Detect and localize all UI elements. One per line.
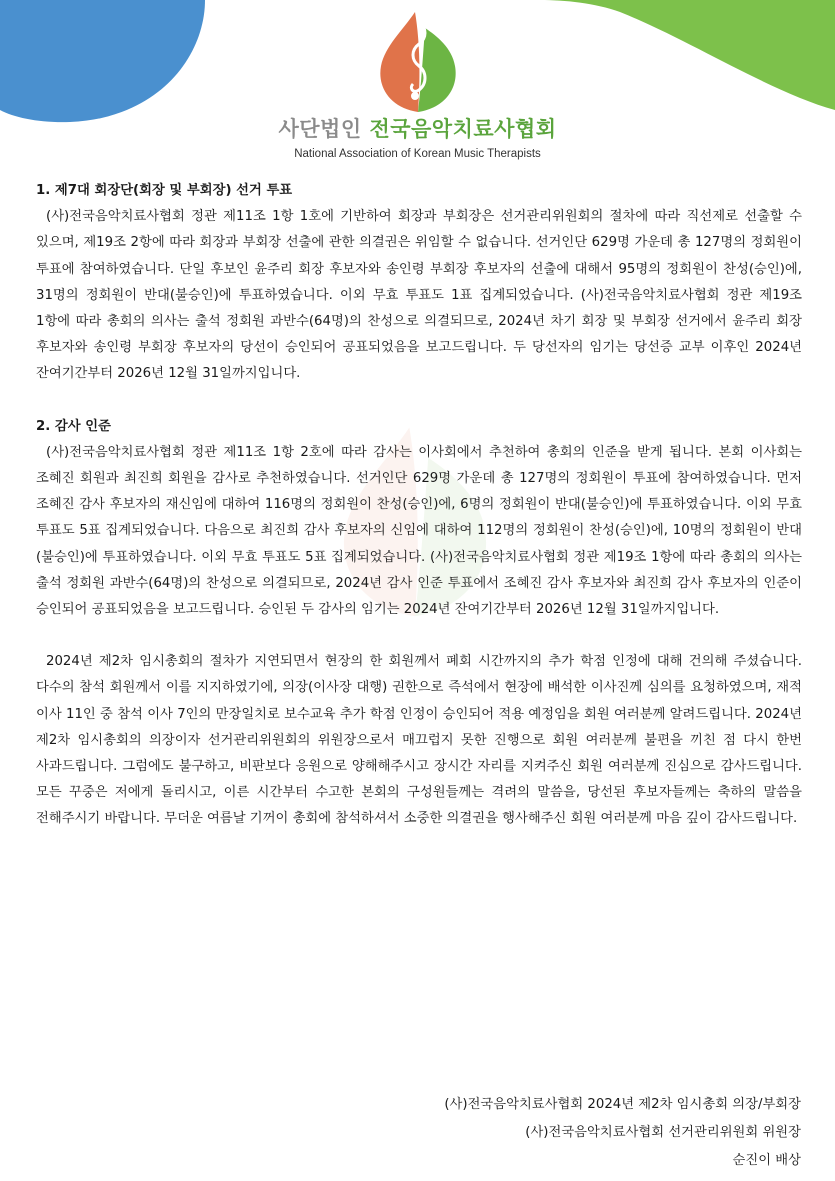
organization-name (0, 113, 835, 143)
closing-paragraph: 2024년 제2차 임시총회의 절차가 지연되면서 현장의 한 회원께서 폐회 시간까지의 추가 학점 인정에 대해 건의해 주셨습니다. 다수의 참석 회원께서 이를 지지하였기에, 의장(이사장 대행) 권한으로 즉석에서 현장에 배석한 이사진께 심의를 요청하였으며, 재적 이사 11인 중 참석 이사 7인의 만장일치로 보수교육 추가 학점 인정이 승인되어 적용 예정임을 회원 여러분께 알려드립니다. 2024년 제2차 임시총회의 의장이자 선거관리위원회의 위원장으로서 매끄럽지 못한 진행으로 회원 여러분께 불편을 끼친 점 다시 한번 사과드립니다. 그럼에도 불구하고, 비판보다 응원으로 양해해주시고 장시간 자리를 지켜주신 회원 여러분께 진심으로 감사드립니다. 모든 꾸중은 저에게 돌리시고, 이른 시간부터 수고한 본회의 구성원들께는 격려의 말씀을, 당선된 후보자들께는 축하의 말씀을 전해주시기 바랍니다. 무더운 여름날 기꺼이 총회에 참석하셔서 소중한 의결권을 행사해주신 회원 여러분께 마음 깊이 감사드립니다. (36, 654, 802, 827)
association-logo-icon (375, 8, 461, 114)
signature-line-2: (사)전국음악치료사협회 선거관리위원회 위원장 (525, 1125, 801, 1140)
green-corner-shape (540, 0, 835, 110)
blue-corner-shape (0, 0, 205, 122)
signature-block (444, 1091, 801, 1175)
section-1-body: (사)전국음악치료사협회 정관 제11조 1항 1호에 기반하여 회장과 부회장은 선거관리위원회의 절차에 따라 직선제로 선출할 수 있으며, 제19조 2항에 따라 회장과 부회장 선출에 관한 의결권은 위임할 수 없습니다. 선거인단 629명 가운데 총 127명의 정회원이 투표에 참여하였습니다. 단일 후보인 윤주리 회장 후보자와 송인령 부회장 후보자의 선출에 대해서 95명의 정회원이 찬성(승인)에, 31명의 정회원이 반대(불승인)에 투표하였습니다. 이외 무효 투표도 1표 집계되었습니다. (사)전국음악치료사협회 정관 제19조 1항에 따라 총회의 의사는 출석 정회원 과반수(64명)의 찬성으로 의결되므로, 2024년 차기 회장 및 부회장 선거에서 윤주리 회장 후보자와 송인령 부회장 후보자의 당선이 승인되어 공표되었음을 보고드립니다. 두 당선자의 임기는 당선증 교부 이후인 2024년 잔여기간부터 2026년 12월 31일까지입니다. (36, 209, 802, 382)
organization-title: 전국음악치료사협회 (369, 117, 557, 141)
signature-line-3: 순진이 배상 (732, 1153, 801, 1168)
section-1-heading: 1. 제7대 회장단(회장 및 부회장) 선거 투표 (36, 183, 293, 198)
section-2-body: (사)전국음악치료사협회 정관 제11조 1항 2호에 따라 감사는 이사회에서 추천하여 총회의 인준을 받게 됩니다. 본회 이사회는 조혜진 회원과 최진희 회원을 감사로 추천하였습니다. 선거인단 629명 가운데 총 127명의 정회원이 투표에 참여하였습니다. 먼저 조혜진 감사 후보자의 재신임에 대하여 116명의 정회원이 찬성(승인)에, 6명의 정회원이 반대(불승인)에 투표하였습니다. 이외 무효 투표도 5표 집계되었습니다. 다음으로 최진희 감사 후보자의 신임에 대하여 112명의 정회원이 찬성(승인)에, 10명의 정회원이 반대(불승인)에 투표하였습니다. 이외 무효 투표도 5표 집계되었습니다. (사)전국음악치료사협회 정관 제19조 1항에 따라 총회의 의사는 출석 정회원 과반수(64명)의 찬성으로 의결되므로, 2024년 감사 인준 투표에서 조혜진 감사 후보자와 최진희 감사 후보자의 인준이 승인되어 공표되었음을 보고드립니다. 승인된 두 감사의 임기는 2024년 잔여기간부터 2026년 12월 31일까지입니다. (36, 444, 802, 618)
signature-line-1: (사)전국음악치료사협회 2024년 제2차 임시총회 의장/부회장 (444, 1097, 801, 1112)
document-body (36, 178, 802, 833)
organization-prefix: 사단법인 (278, 117, 362, 141)
section-2-heading: 2. 감사 인준 (36, 418, 111, 434)
organization-english-name: National Association of Korean Music Therapists (294, 148, 541, 160)
